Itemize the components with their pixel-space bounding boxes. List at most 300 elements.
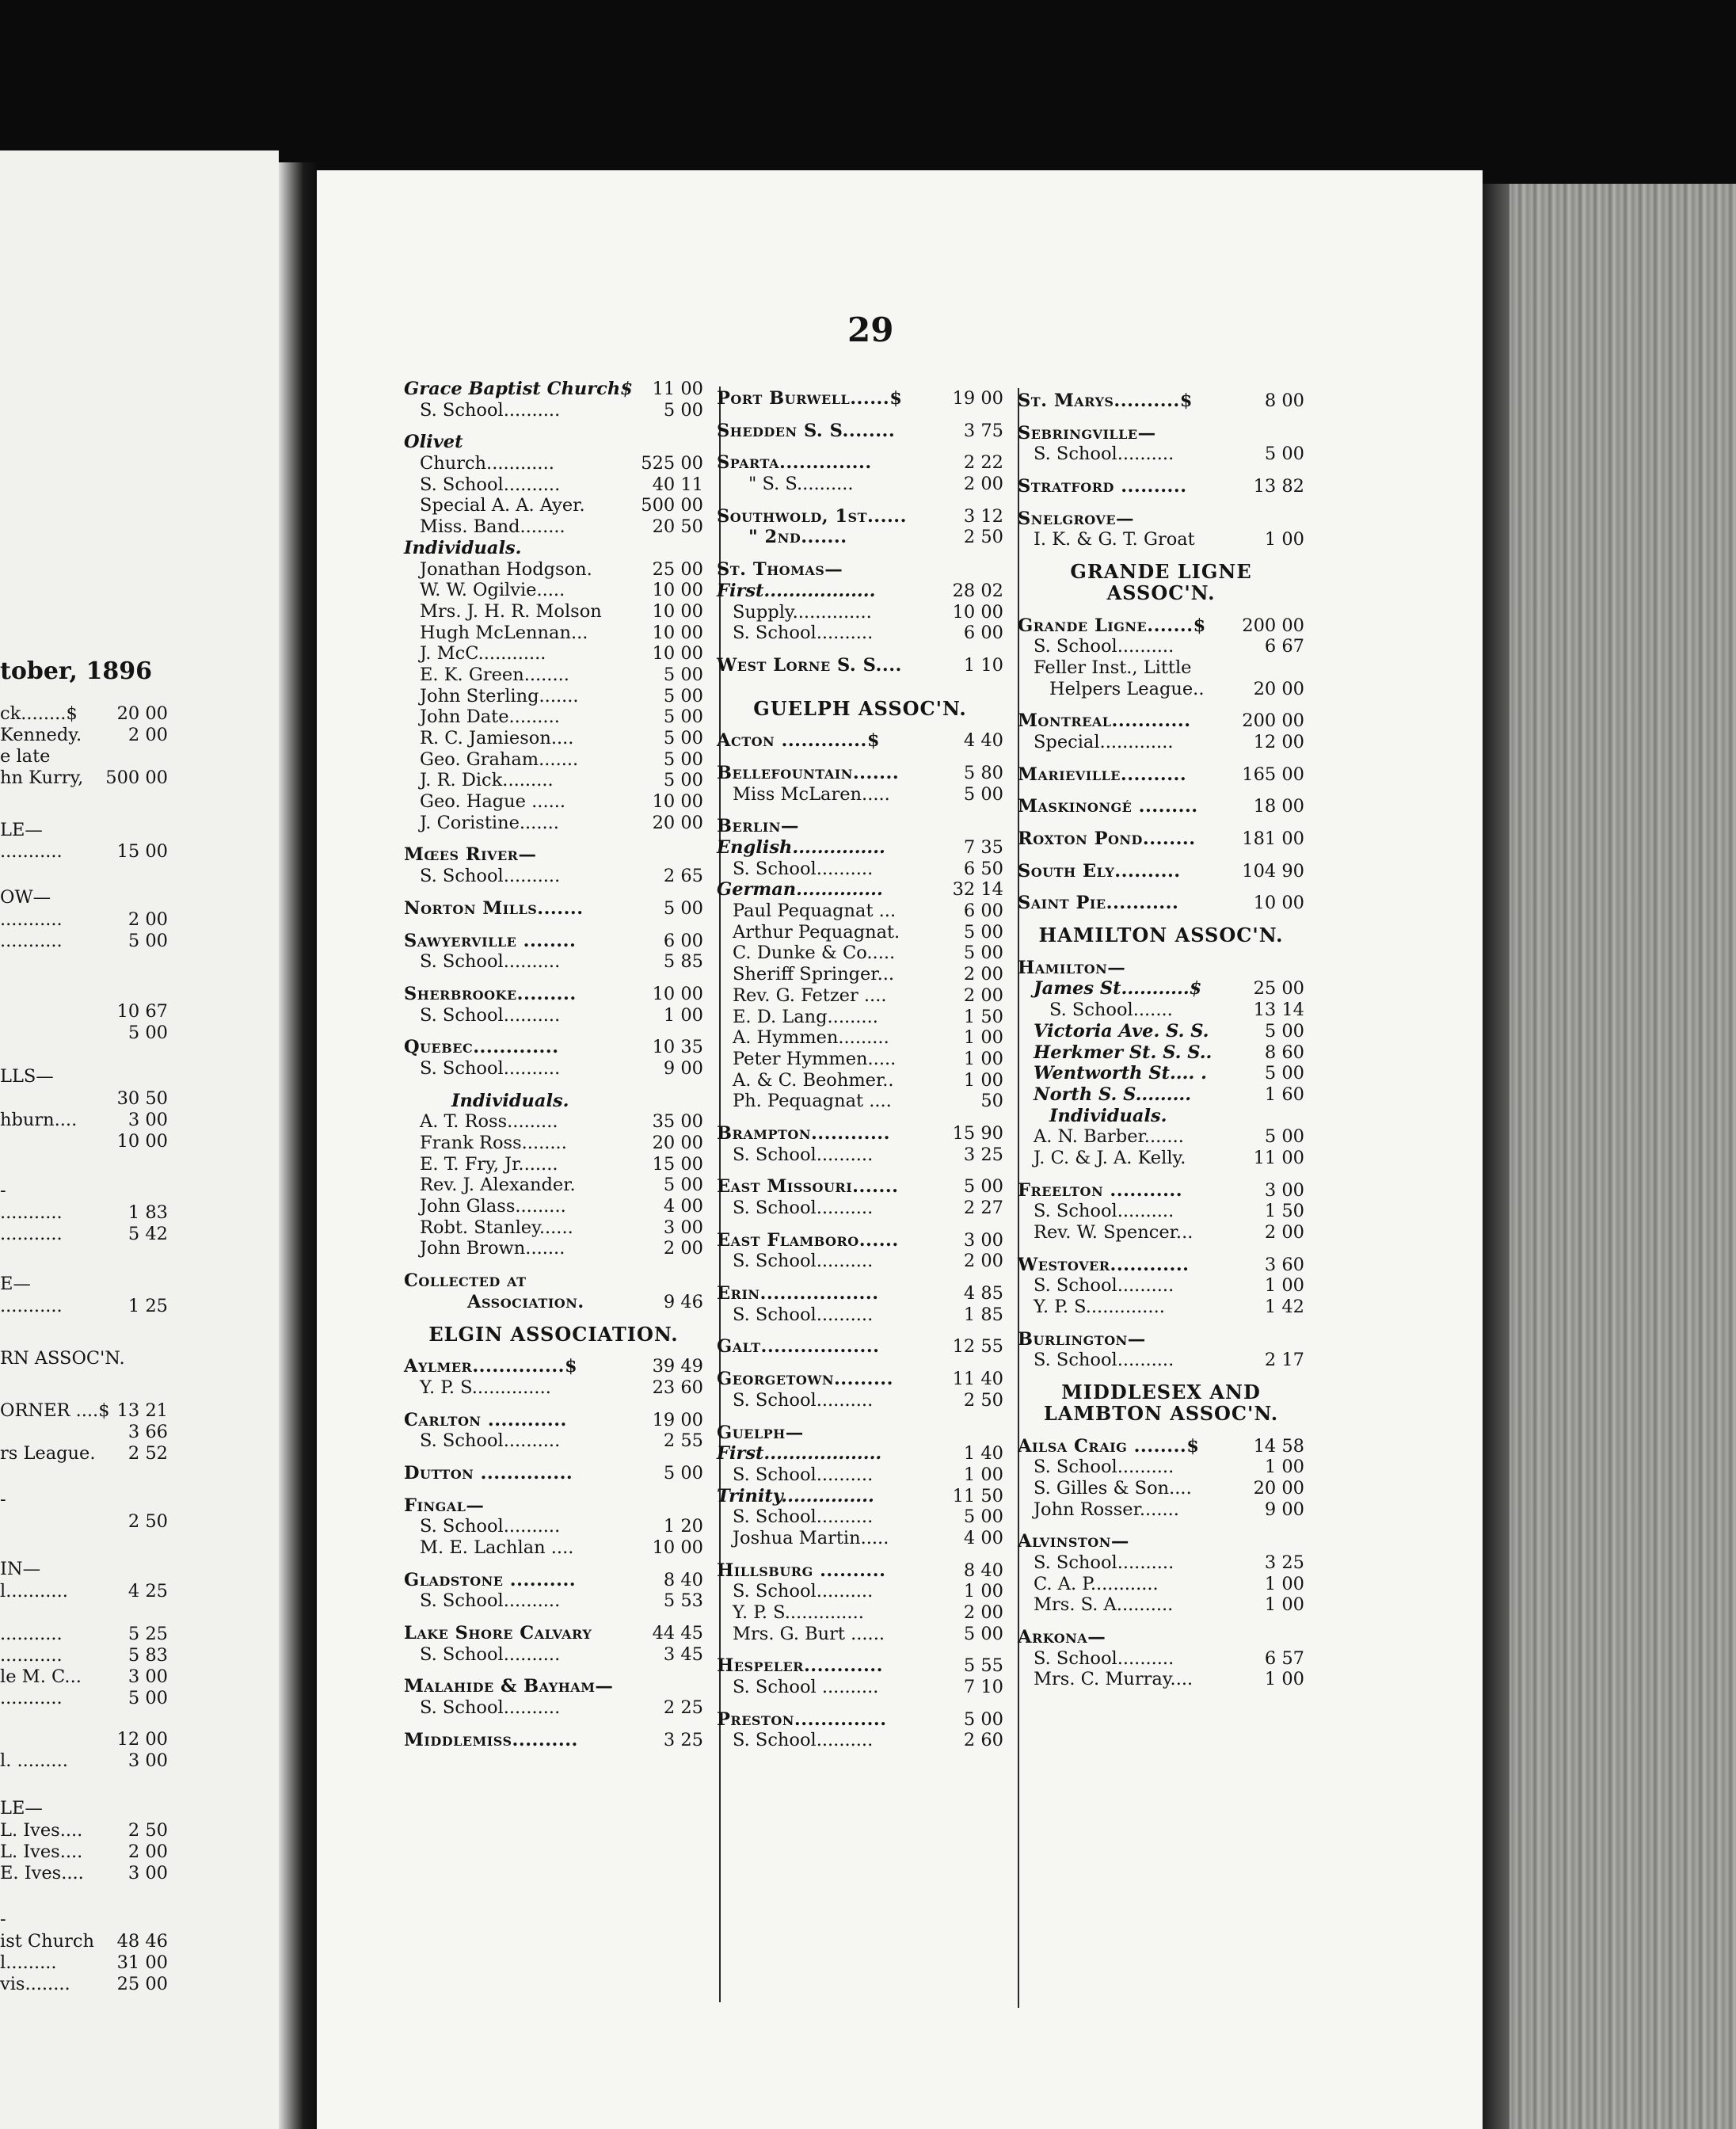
entry-label: S. School.......... (420, 1004, 561, 1026)
spacer (404, 973, 703, 984)
spacer (1018, 412, 1304, 423)
entry-label: le M. C... (0, 1666, 82, 1687)
ledger-entry (717, 1007, 1003, 1028)
entry-label: Arkona— (1018, 1627, 1106, 1647)
ledger-entry (404, 951, 703, 973)
ledger-entry (1018, 390, 1304, 412)
entry-label: S. School.......... (733, 1198, 874, 1218)
spacer (404, 1259, 703, 1270)
entry-label: GUELPH ASSOC'N. (753, 696, 967, 720)
ledger-entry (1018, 1297, 1304, 1318)
entry-amount: 20 00 (1253, 1477, 1304, 1499)
entry-label: Fingal— (404, 1495, 485, 1516)
entry-amount: 3 00 (128, 1863, 168, 1883)
entry-label: S. School.......... (733, 623, 874, 644)
ledger-entry (717, 1070, 1003, 1091)
entry-label: Olivet (404, 432, 463, 453)
ledger-entry (717, 1464, 1003, 1486)
entry-amount: 19 00 (952, 388, 1003, 409)
entry-label: " 2nd....... (748, 527, 847, 548)
entry-label: S. School.......... (1034, 1275, 1174, 1297)
entry-label: Church............ (420, 453, 554, 474)
entry-amount: 3 00 (1264, 1179, 1304, 1201)
entry-amount: 1 00 (1264, 1573, 1304, 1594)
entry-amount: 32 14 (952, 879, 1003, 901)
ledger-entry (404, 1516, 703, 1537)
entry-amount: 5 00 (1264, 1020, 1304, 1042)
entry-amount: 11 40 (952, 1369, 1003, 1390)
entry-label: l. ......... (0, 1750, 68, 1771)
entry-label: Miss. Band........ (420, 516, 565, 538)
ledger-entry (1018, 1084, 1304, 1106)
entry-amount: 5 00 (1264, 1126, 1304, 1148)
ledger-entry (404, 1430, 703, 1452)
entry-amount: 20 50 (652, 516, 703, 538)
entry-label: Mrs. J. H. R. Molson (420, 600, 602, 622)
ledger-entry (1018, 1627, 1304, 1648)
ledger-entry (717, 816, 1003, 837)
entry-label: ........... (0, 1624, 63, 1644)
entry-amount: 15 00 (652, 1153, 703, 1175)
entry-label: OW— (0, 887, 51, 908)
entry-label: S. School.......... (1034, 636, 1174, 657)
entry-amount: 1 42 (1264, 1297, 1304, 1318)
ledger-entry (404, 1676, 703, 1697)
entry-label: S. School.......... (420, 1057, 561, 1079)
entry-label: MIDDLESEX AND (1061, 1381, 1261, 1404)
entry-label: Individuals. (451, 1090, 569, 1111)
spacer (404, 1345, 703, 1356)
entry-label: James St...........$ (1034, 978, 1202, 1000)
entry-label: C. A. P............ (1034, 1573, 1159, 1594)
entry-label: S. School.......... (1034, 1552, 1174, 1573)
entry-amount: 1 00 (1264, 1457, 1304, 1478)
entry-label: E. T. Fry, Jr....... (420, 1153, 558, 1175)
entry-label: S. School.......... (420, 1590, 561, 1612)
entry-label: Robt. Stanley...... (420, 1217, 573, 1238)
entry-amount: 2 00 (663, 1238, 703, 1259)
entry-amount: 1 40 (963, 1443, 1003, 1464)
ledger-entry (717, 623, 1003, 644)
entry-label: HAMILTON ASSOC'N. (1038, 924, 1284, 947)
entry-amount: 2 52 (128, 1443, 168, 1464)
entry-amount: 2 00 (963, 1602, 1003, 1623)
ledger-entry (1018, 1222, 1304, 1244)
left-page-heading: tober, 1896 (0, 657, 152, 685)
spacer (717, 1698, 1003, 1709)
entry-amount: 2 50 (128, 1511, 168, 1532)
entry-label: R. C. Jamieson.... (420, 728, 574, 748)
spacer (717, 1411, 1003, 1423)
entry-label: St. Thomas— (717, 559, 843, 581)
entry-amount: 5 00 (963, 1708, 1003, 1730)
ledger-entry (717, 388, 1003, 409)
entry-amount: 13 14 (1253, 1000, 1304, 1021)
spacer (1018, 882, 1304, 893)
ledger-entry (717, 1144, 1003, 1166)
ledger-entry (717, 506, 1003, 527)
ledger-entry (717, 1049, 1003, 1070)
ledger-entry (717, 1423, 1003, 1444)
entry-label: Freelton ........... (1018, 1179, 1183, 1201)
entry-amount: 7 10 (963, 1677, 1003, 1698)
entry-label: Collected at (404, 1270, 527, 1292)
entry-label: Berlin— (717, 816, 799, 837)
entry-amount: 2 50 (963, 527, 1003, 548)
entry-amount: 15 00 (116, 841, 168, 862)
entry-label: Burlington— (1018, 1328, 1146, 1350)
entry-label: S. School.......... (1034, 1350, 1174, 1371)
entry-label: Alvinston— (1018, 1531, 1129, 1552)
ledger-entry (404, 580, 703, 601)
entry-label: German.............. (717, 879, 883, 901)
entry-label: Carlton ............ (404, 1409, 567, 1430)
entry-label: hn Kurry, (0, 767, 84, 788)
spacer (717, 548, 1003, 559)
column-3 (1018, 390, 1304, 1690)
spacer (1018, 1169, 1304, 1180)
entry-label: Victoria Ave. S. S. (1034, 1020, 1209, 1042)
ledger-entry (404, 791, 703, 813)
spacer (404, 1080, 703, 1091)
entry-amount: 5 00 (963, 1506, 1003, 1528)
entry-label: Erin.................. (717, 1283, 879, 1304)
ledger-entry (404, 400, 703, 421)
entry-label: Norton Mills....... (404, 897, 584, 919)
entry-label: L. Ives.... (0, 1841, 83, 1862)
ledger-entry (717, 1283, 1003, 1304)
ledger-entry (404, 1270, 703, 1292)
ledger-entry (404, 623, 703, 644)
entry-amount: 4 85 (963, 1283, 1003, 1304)
entry-label: J. R. Dick......... (420, 770, 554, 791)
entry-label: John Brown....... (420, 1238, 565, 1259)
entry-label: ........... (0, 1688, 63, 1708)
entry-label: LLS— (0, 1066, 54, 1087)
entry-amount: 9 46 (663, 1291, 703, 1312)
ledger-entry (404, 1623, 703, 1644)
ledger-entry (1018, 1042, 1304, 1064)
ledger-entry (404, 1570, 703, 1591)
entry-label: Grande Ligne.......$ (1018, 615, 1206, 636)
entry-label: East Flamboro...... (717, 1229, 899, 1251)
entry-amount: 2 00 (963, 985, 1003, 1006)
entry-amount: 3 75 (963, 420, 1003, 441)
ledger-entry (1018, 1106, 1304, 1127)
spacer (1018, 753, 1304, 764)
entry-label: Sebringville— (1018, 422, 1156, 444)
ledger-entry (404, 1495, 703, 1517)
entry-amount: 1 00 (1264, 529, 1304, 550)
ledger-entry (404, 1238, 703, 1259)
ledger-entry (404, 1292, 703, 1313)
entry-amount: 10 00 (1253, 893, 1304, 914)
entry-label: Ailsa Craig ........$ (1018, 1435, 1200, 1457)
entry-amount: 500 00 (641, 495, 703, 516)
entry-amount: 3 00 (128, 1750, 168, 1771)
ledger-entry (717, 1443, 1003, 1464)
entry-amount: 3 25 (663, 1729, 703, 1750)
ledger-entry (1018, 732, 1304, 753)
entry-label: Acton .............$ (717, 730, 880, 752)
ledger-entry (404, 1644, 703, 1666)
entry-amount: 1 00 (663, 1004, 703, 1026)
spacer (1018, 785, 1304, 796)
ledger-entry (1018, 1329, 1304, 1350)
spacer (717, 719, 1003, 730)
entry-label: M. E. Lachlan .... (420, 1537, 574, 1558)
entry-amount: 12 00 (116, 1729, 168, 1750)
entry-amount: 2 50 (128, 1820, 168, 1841)
entry-amount: 104 90 (1242, 860, 1304, 882)
spacer (1018, 497, 1304, 508)
entry-amount: 5 00 (128, 1688, 168, 1708)
entry-label: ........... (0, 1645, 63, 1666)
entry-label: Mrs. C. Murray.... (1034, 1669, 1194, 1690)
ledger-entry (404, 931, 703, 952)
entry-label: Individuals. (1049, 1105, 1167, 1126)
entry-amount: 1 00 (963, 1581, 1003, 1602)
entry-label: ASSOC'N. (1106, 581, 1216, 604)
entry-amount: 25 00 (116, 1974, 168, 1994)
entry-amount: 8 00 (1264, 390, 1304, 411)
entry-label: Y. P. S.............. (733, 1602, 864, 1623)
ledger-entry (1018, 893, 1304, 914)
ledger-entry (1018, 1063, 1304, 1084)
ledger-entry (404, 1154, 703, 1175)
column-2 (717, 388, 1003, 1751)
entry-label: Kennedy. (0, 725, 82, 745)
page-edges (1483, 184, 1736, 2129)
ledger-entry (717, 1369, 1003, 1390)
entry-amount: 8 60 (1264, 1042, 1304, 1063)
entry-amount: 10 00 (116, 1131, 168, 1152)
entry-label: A. N. Barber....... (1034, 1126, 1184, 1148)
ledger-entry (404, 844, 703, 866)
ledger-entry (1018, 423, 1304, 444)
spacer (1018, 946, 1304, 958)
entry-amount: 10 00 (952, 601, 1003, 623)
spacer (404, 1612, 703, 1623)
entry-label: S. School .......... (733, 1677, 879, 1698)
entry-label: First................... (717, 1443, 882, 1464)
ledger-entry (1018, 1021, 1304, 1042)
entry-amount: 5 00 (663, 1175, 703, 1196)
entry-amount: 3 25 (1264, 1552, 1304, 1573)
ledger-entry (404, 516, 703, 538)
entry-label: Hugh McLennan... (420, 622, 588, 643)
ledger-entry (717, 1230, 1003, 1251)
entry-label: ORNER ....$ (0, 1400, 110, 1421)
entry-amount: 6 57 (1264, 1647, 1304, 1669)
ledger-entry (404, 643, 703, 665)
ledger-entry (717, 1730, 1003, 1751)
ledger-entry (717, 421, 1003, 442)
entry-label: ........... (0, 1296, 63, 1316)
entry-label: Malahide & Bayham— (404, 1676, 614, 1697)
entry-amount: 20 00 (1253, 678, 1304, 699)
ledger-entry (1018, 1255, 1304, 1276)
ledger-entry (404, 1111, 703, 1133)
spacer (717, 495, 1003, 506)
entry-amount: 6 00 (663, 930, 703, 951)
entry-amount: 5 00 (963, 1176, 1003, 1198)
ledger-entry (717, 581, 1003, 602)
entry-label: Snelgrove— (1018, 508, 1135, 529)
spacer (1018, 604, 1304, 615)
entry-amount: 200 00 (1242, 615, 1304, 636)
left-page (0, 150, 279, 2129)
ledger-entry (1018, 764, 1304, 786)
entry-amount: 4 00 (663, 1196, 703, 1217)
entry-label: Helpers League.. (1049, 678, 1205, 699)
entry-label: Hespeler............ (717, 1655, 883, 1677)
ledger-entry (717, 1528, 1003, 1549)
ledger-entry (717, 901, 1003, 922)
entry-amount: 5 00 (663, 728, 703, 748)
entry-amount: 2 65 (663, 866, 703, 887)
spacer (404, 887, 703, 898)
entry-label: Rev. G. Fetzer .... (733, 985, 887, 1006)
entry-label: A. Hymmen......... (733, 1027, 889, 1049)
entry-label: Guelph— (717, 1422, 804, 1443)
spacer (717, 1165, 1003, 1176)
entry-amount: 11 00 (1253, 1147, 1304, 1168)
entry-amount: 1 50 (1264, 1201, 1304, 1222)
entry-label: Saint Pie........... (1018, 893, 1179, 914)
ledger-entry (404, 1217, 703, 1239)
entry-label: Mrs. G. Burt ...... (733, 1623, 885, 1644)
ledger-entry (1018, 529, 1304, 550)
entry-label: ........... (0, 931, 63, 951)
ledger-entry (717, 1390, 1003, 1411)
spacer (1018, 817, 1304, 828)
ledger-entry (1018, 1648, 1304, 1670)
entry-label: Gladstone .......... (404, 1569, 577, 1590)
entry-amount: 1 20 (663, 1516, 703, 1537)
ledger-entry (1018, 1499, 1304, 1521)
entry-amount: 14 58 (1253, 1435, 1304, 1457)
entry-label: RN ASSOC'N. (0, 1348, 125, 1369)
entry-amount: 10 00 (652, 643, 703, 665)
ledger-entry (404, 1005, 703, 1026)
spacer (717, 1325, 1003, 1336)
entry-label: l......... (0, 1952, 57, 1973)
spacer (717, 441, 1003, 452)
ledger-entry (1018, 444, 1304, 465)
entry-label: ck........$ (0, 703, 78, 724)
entry-amount: 30 50 (116, 1088, 168, 1109)
entry-amount: 10 67 (116, 1001, 168, 1022)
entry-label: S. School.......... (733, 1251, 874, 1272)
entry-amount: 5 00 (663, 664, 703, 685)
ledger-entry (404, 898, 703, 920)
entry-label: Mrs. S. A.......... (1034, 1594, 1174, 1616)
entry-amount: 1 00 (1264, 1669, 1304, 1690)
entry-amount: 6 50 (963, 858, 1003, 879)
spacer (717, 1219, 1003, 1230)
entry-label: English............... (717, 837, 885, 858)
entry-label: GRANDE LIGNE (1070, 560, 1252, 584)
spacer (717, 1549, 1003, 1560)
column-1 (404, 379, 703, 1751)
entry-amount: 3 45 (663, 1643, 703, 1665)
entry-label: First.................. (717, 580, 876, 601)
entry-amount: 500 00 (105, 767, 168, 788)
entry-amount: 5 00 (128, 931, 168, 951)
entry-label: E. D. Lang......... (733, 1006, 878, 1027)
ledger-entry (717, 559, 1003, 581)
entry-label: C. Dunke & Co..... (733, 943, 896, 964)
entry-label: Brampton............ (717, 1122, 890, 1144)
section-heading (1018, 562, 1304, 583)
entry-amount: 5 53 (663, 1590, 703, 1612)
ledger-entry (1018, 476, 1304, 497)
entry-amount: 3 60 (1264, 1254, 1304, 1275)
entry-label: LE— (0, 820, 43, 840)
entry-amount: 181 00 (1242, 828, 1304, 849)
entry-label: S. School.......... (733, 1581, 874, 1602)
entry-amount: 10 00 (652, 791, 703, 813)
entry-label: Lake Shore Calvary (404, 1623, 592, 1644)
entry-label: Southwold, 1st...... (717, 505, 907, 527)
entry-amount: 1 25 (128, 1296, 168, 1316)
entry-label: Shedden S. S........ (717, 420, 896, 441)
spacer (404, 1399, 703, 1410)
spacer (1018, 1616, 1304, 1627)
entry-label: S. School.......... (1034, 1201, 1174, 1222)
ledger-entry (1018, 978, 1304, 1000)
entry-amount: 5 25 (128, 1624, 168, 1644)
entry-label: Wentworth St.... . (1034, 1063, 1207, 1084)
entry-label: " S. S.......... (748, 474, 854, 495)
entry-amount: 2 25 (663, 1697, 703, 1719)
entry-label: Joshua Martin..... (733, 1527, 889, 1548)
entry-amount: 9 00 (663, 1057, 703, 1079)
entry-label: Preston.............. (717, 1708, 887, 1730)
ledger-entry (404, 749, 703, 771)
entry-amount: 10 00 (652, 580, 703, 601)
entry-amount: 11 00 (652, 379, 703, 399)
entry-amount: 6 00 (963, 623, 1003, 644)
entry-amount: 2 00 (128, 725, 168, 745)
entry-amount: 1 00 (963, 1027, 1003, 1049)
entry-label: ........... (0, 1202, 63, 1223)
ledger-entry (717, 474, 1003, 495)
entry-label: Stratford .......... (1018, 476, 1187, 497)
spacer (404, 1452, 703, 1463)
entry-label: S. School.......... (420, 951, 561, 973)
entry-amount: 1 50 (963, 1006, 1003, 1027)
ledger-entry (404, 984, 703, 1005)
entry-amount: 165 00 (1242, 764, 1304, 785)
entry-amount: 1 00 (963, 1069, 1003, 1091)
entry-label: S. School.......... (733, 1304, 874, 1325)
ledger-entry (1018, 508, 1304, 530)
entry-label: Montreal............ (1018, 710, 1191, 732)
entry-amount: 50 (980, 1091, 1003, 1112)
entry-amount: 2 00 (963, 474, 1003, 495)
entry-amount: 2 00 (963, 1251, 1003, 1272)
entry-label: J. C. & J. A. Kelly. (1034, 1147, 1186, 1168)
entry-label: Geo. Hague ...... (420, 791, 566, 813)
ledger-entry (717, 1624, 1003, 1645)
entry-label: Grace Baptist Church$ (404, 379, 633, 399)
entry-amount: 12 55 (952, 1336, 1003, 1358)
entry-amount: 5 00 (663, 1462, 703, 1483)
ledger-entry (404, 686, 703, 707)
ledger-entry (1018, 1574, 1304, 1595)
